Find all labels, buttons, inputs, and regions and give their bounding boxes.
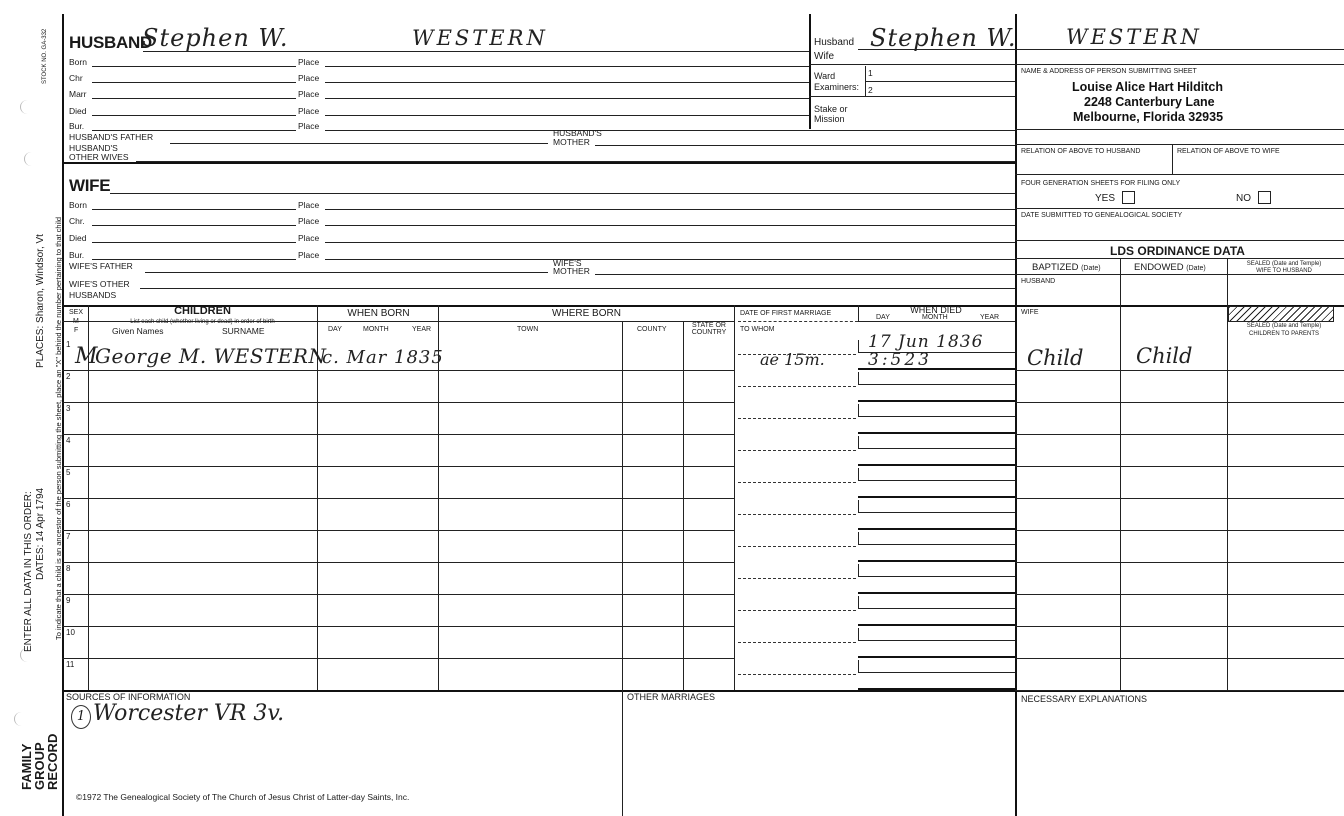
child1-born[interactable]: c. Mar 1835 (322, 347, 444, 368)
other-marriages-label: OTHER MARRIAGES (627, 692, 716, 702)
child-died-line (858, 560, 1015, 562)
submitter-name: Louise Alice Hart Hilditch (1072, 80, 1223, 94)
child-marriage-dash (738, 514, 856, 515)
child-row-line (62, 626, 734, 627)
child-died-line (858, 496, 1015, 498)
first-marriage-label: DATE OF FIRST MARRIAGE (740, 310, 832, 317)
husband-mother-label-2: MOTHER (553, 137, 590, 147)
child-died-divider (858, 340, 859, 352)
child-died-line (858, 464, 1015, 466)
died-day-label: DAY (876, 314, 890, 321)
summary-husband-label: Husband (814, 37, 855, 48)
husband-chr-place-label: Place (298, 73, 320, 83)
died-year-label: YEAR (980, 314, 1000, 321)
child-died-cell[interactable] (858, 480, 1015, 481)
lds-row-line (1015, 530, 1344, 531)
husband-died-label: Died (69, 106, 87, 116)
wife-father-label: WIFE'S FATHER (69, 261, 133, 271)
wife-heading: WIFE (69, 176, 111, 195)
child-died-line (858, 688, 1015, 690)
child-died-divider (858, 468, 859, 480)
lds-row-line (1015, 690, 1344, 691)
child-died-divider (858, 596, 859, 608)
stock-number: STOCK NO. GA-332 (42, 28, 48, 84)
wife-other-husbands-label-1: WIFE'S OTHER (69, 279, 130, 289)
sealed-children-label-2: CHILDREN TO PARENTS (1248, 331, 1319, 337)
child-died-divider (858, 660, 859, 672)
no-checkbox[interactable] (1258, 191, 1271, 204)
lds-title: LDS ORDINANCE DATA (1110, 244, 1245, 258)
husband-surname[interactable]: WESTERN (412, 26, 548, 50)
child-marriage-dash (738, 578, 856, 579)
four-gen-label: FOUR GENERATION SHEETS FOR FILING ONLY (1021, 180, 1181, 187)
lds-wife-label: WIFE (1021, 309, 1039, 316)
sealed-wife-label-1: SEALED (Date and Temple) (1246, 261, 1322, 267)
child-row-line (62, 594, 734, 595)
yes-label: YES (1095, 193, 1116, 204)
child-died-divider (858, 436, 859, 448)
wife-chr-place-label: Place (298, 216, 320, 226)
form-title-family: FAMILY (19, 743, 34, 790)
child1-sex[interactable]: M (75, 344, 98, 369)
enter-order-line: ENTER ALL DATA IN THIS ORDER: (23, 491, 34, 652)
stake-label-1: Stake or (814, 104, 848, 114)
wife-bur-place-label: Place (298, 250, 320, 260)
lds-row-line (1015, 594, 1344, 595)
child-row-number: 7 (66, 532, 71, 541)
ward-label: Ward (814, 71, 836, 81)
child-row-number: 5 (66, 468, 71, 477)
husband-bur-label: Bur. (69, 121, 85, 131)
when-born-label: WHEN BORN (347, 308, 410, 319)
child-died-divider (858, 532, 859, 544)
wife-bur-label: Bur. (69, 250, 85, 260)
died-month-label: MONTH (922, 314, 948, 321)
wife-chr-label: Chr. (69, 216, 85, 226)
child-row-number: 2 (66, 372, 71, 381)
child-row-number: 8 (66, 564, 71, 573)
summary-husband-given[interactable]: Stephen W. (870, 24, 1017, 52)
sealed-hatch (1228, 306, 1334, 322)
sex-f: F (74, 327, 79, 334)
wife-died-label: Died (69, 233, 87, 243)
wife-born-label: Born (69, 200, 87, 210)
lds-row-line (1015, 626, 1344, 627)
child-died-cell[interactable] (858, 640, 1015, 641)
child-died-cell[interactable] (858, 576, 1015, 577)
state-label-2: COUNTRY (691, 329, 727, 336)
lds-row-line (1015, 498, 1344, 499)
lds-row-line (1015, 434, 1344, 435)
child1-died-ref[interactable]: 3:523 (868, 350, 932, 370)
indicate-note: To indicate that a child is an ancestor of the person submitting the sheet, place an "X" behind the number pertaining to that child (54, 216, 63, 640)
date-submitted-label: DATE SUBMITTED TO GENEALOGICAL SOCIETY (1021, 212, 1183, 219)
form-title-record: RECORD (45, 733, 60, 790)
lds-row-line (1015, 658, 1344, 659)
county-label: COUNTY (637, 326, 667, 333)
child-died-divider (858, 500, 859, 512)
wife-other-husbands-label-2: HUSBANDS (69, 290, 117, 300)
child1-endowed[interactable]: Child (1136, 344, 1193, 368)
child-marriage-dash (738, 386, 856, 387)
child-died-cell[interactable] (858, 416, 1015, 417)
dates-line: DATES: 14 Apr 1794 (35, 487, 46, 580)
town-label: TOWN (517, 326, 539, 333)
state-label-1: STATE OR (692, 322, 726, 329)
child-died-divider (858, 564, 859, 576)
husband-given-name[interactable]: Stephen W. (142, 24, 289, 52)
child-died-line (858, 528, 1015, 530)
child-marriage-dash (738, 674, 856, 675)
child-marriage-dash (738, 418, 856, 419)
born-month-label: MONTH (363, 326, 389, 333)
child-died-line (858, 592, 1015, 594)
endowed-label: ENDOWED (Date) (1134, 262, 1206, 273)
baptized-label: BAPTIZED (Date) (1032, 262, 1101, 273)
husband-other-wives-label-1: HUSBAND'S (69, 143, 118, 153)
submitter-city: Melbourne, Florida 32935 (1073, 110, 1224, 124)
husband-father-label: HUSBAND'S FATHER (69, 132, 154, 142)
sex-m: M (73, 318, 79, 325)
husband-died-place-label: Place (298, 106, 320, 116)
child-died-cell[interactable] (858, 512, 1015, 513)
husband-other-wives-label-2: OTHER WIVES (69, 152, 129, 162)
child-row-line (62, 466, 734, 467)
child-row-number: 6 (66, 500, 71, 509)
sources-label: SOURCES OF INFORMATION (66, 692, 191, 702)
child-died-line (858, 624, 1015, 626)
no-label: NO (1236, 193, 1251, 204)
child-row-number: 1 (66, 340, 71, 349)
given-names-label: Given Names (112, 326, 164, 336)
yes-checkbox[interactable] (1122, 191, 1135, 204)
child-died-cell[interactable] (858, 384, 1015, 385)
where-born-label: WHERE BORN (552, 308, 621, 319)
child-row-line (62, 402, 734, 403)
child-died-cell[interactable] (858, 608, 1015, 609)
husband-born-label: Born (69, 57, 87, 67)
child-row-number: 10 (66, 628, 75, 637)
explanations-label: NECESSARY EXPLANATIONS (1021, 694, 1148, 704)
husband-born-place-label: Place (298, 57, 320, 67)
child-died-divider (858, 372, 859, 384)
born-year-label: YEAR (412, 326, 432, 333)
child-died-divider (858, 404, 859, 416)
submitter-label: NAME & ADDRESS OF PERSON SUBMITTING SHEET (1021, 68, 1197, 75)
husband-bur-place-label: Place (298, 121, 320, 131)
sealed-children-label-1: SEALED (Date and Temple) (1246, 323, 1322, 329)
child-died-line (858, 656, 1015, 658)
child-marriage-dash (738, 482, 856, 483)
copyright-line: ©1972 The Genealogical Society of The Church of Jesus Christ of Latter-day Saints, Inc. (76, 792, 410, 802)
child-row-line (62, 370, 734, 371)
child-row-number: 4 (66, 436, 71, 445)
child-marriage-dash (738, 610, 856, 611)
child-row-line (62, 562, 734, 563)
husband-marr-label: Marr (69, 89, 87, 99)
child-marriage-dash (738, 642, 856, 643)
submitter-street: 2248 Canterbury Lane (1084, 95, 1215, 109)
child-row-number: 11 (66, 660, 75, 669)
child1-baptized[interactable]: Child (1027, 346, 1084, 370)
surname-label: SURNAME (222, 326, 265, 336)
born-day-label: DAY (328, 326, 342, 333)
wife-mother-label-2: MOTHER (553, 266, 590, 276)
child-died-line (858, 400, 1015, 402)
child1-marriage[interactable]: ae 15m. (760, 350, 825, 369)
child-row-line (62, 498, 734, 499)
child-row-line (62, 658, 734, 659)
examiner-number-2: 2 (868, 85, 873, 95)
child1-name[interactable]: George M. WESTERN (95, 344, 327, 368)
children-sub: List each child (whether living or dead) in order of birth (130, 319, 275, 325)
child-died-cell[interactable] (858, 448, 1015, 449)
wife-born-place-label: Place (298, 200, 320, 210)
child-marriage-dash (738, 450, 856, 451)
examiners-label: Examiners: (814, 82, 860, 92)
wife-died-place-label: Place (298, 233, 320, 243)
wife-mother-label-1: WIFE'S (553, 258, 582, 268)
lds-row-line (1015, 370, 1344, 371)
lds-row-line (1015, 466, 1344, 467)
children-title: CHILDREN (174, 305, 231, 317)
sources-entry[interactable]: Worcester VR 3v. (93, 701, 285, 726)
lds-husband-label: HUSBAND (1021, 278, 1056, 285)
child-row-number: 3 (66, 404, 71, 413)
child-died-line (858, 432, 1015, 434)
husband-marr-place-label: Place (298, 89, 320, 99)
child-died-divider (858, 628, 859, 640)
child-row-line (62, 434, 734, 435)
sources-circle-number: 1 (71, 705, 91, 729)
when-died-label: WHEN DIED (910, 305, 962, 315)
lds-row-line (1015, 402, 1344, 403)
sealed-wife-label-2: WIFE TO HUSBAND (1256, 268, 1312, 274)
form-title-group: GROUP (32, 742, 47, 790)
places-line: PLACES: Sharon, Windsor, Vt (35, 234, 46, 368)
summary-husband-surname[interactable]: WESTERN (1066, 25, 1202, 49)
to-whom-label: TO WHOM (740, 326, 775, 333)
child-marriage-dash (738, 546, 856, 547)
husband-chr-label: Chr (69, 73, 83, 83)
child-died-cell[interactable] (858, 544, 1015, 545)
relation-wife-label: RELATION OF ABOVE TO WIFE (1177, 148, 1280, 155)
child-row-number: 9 (66, 596, 71, 605)
husband-heading: HUSBAND (69, 33, 152, 52)
child1-died[interactable]: 17 Jun 1836 (868, 332, 984, 352)
child-died-cell[interactable] (858, 672, 1015, 673)
examiner-number-1: 1 (868, 68, 873, 78)
husband-mother-label-1: HUSBAND'S (553, 128, 602, 138)
child-row-line (62, 530, 734, 531)
sex-label: SEX (69, 309, 84, 316)
relation-husband-label: RELATION OF ABOVE TO HUSBAND (1021, 148, 1141, 155)
summary-wife-label: Wife (814, 51, 834, 62)
lds-row-line (1015, 562, 1344, 563)
stake-label-2: Mission (814, 114, 845, 124)
